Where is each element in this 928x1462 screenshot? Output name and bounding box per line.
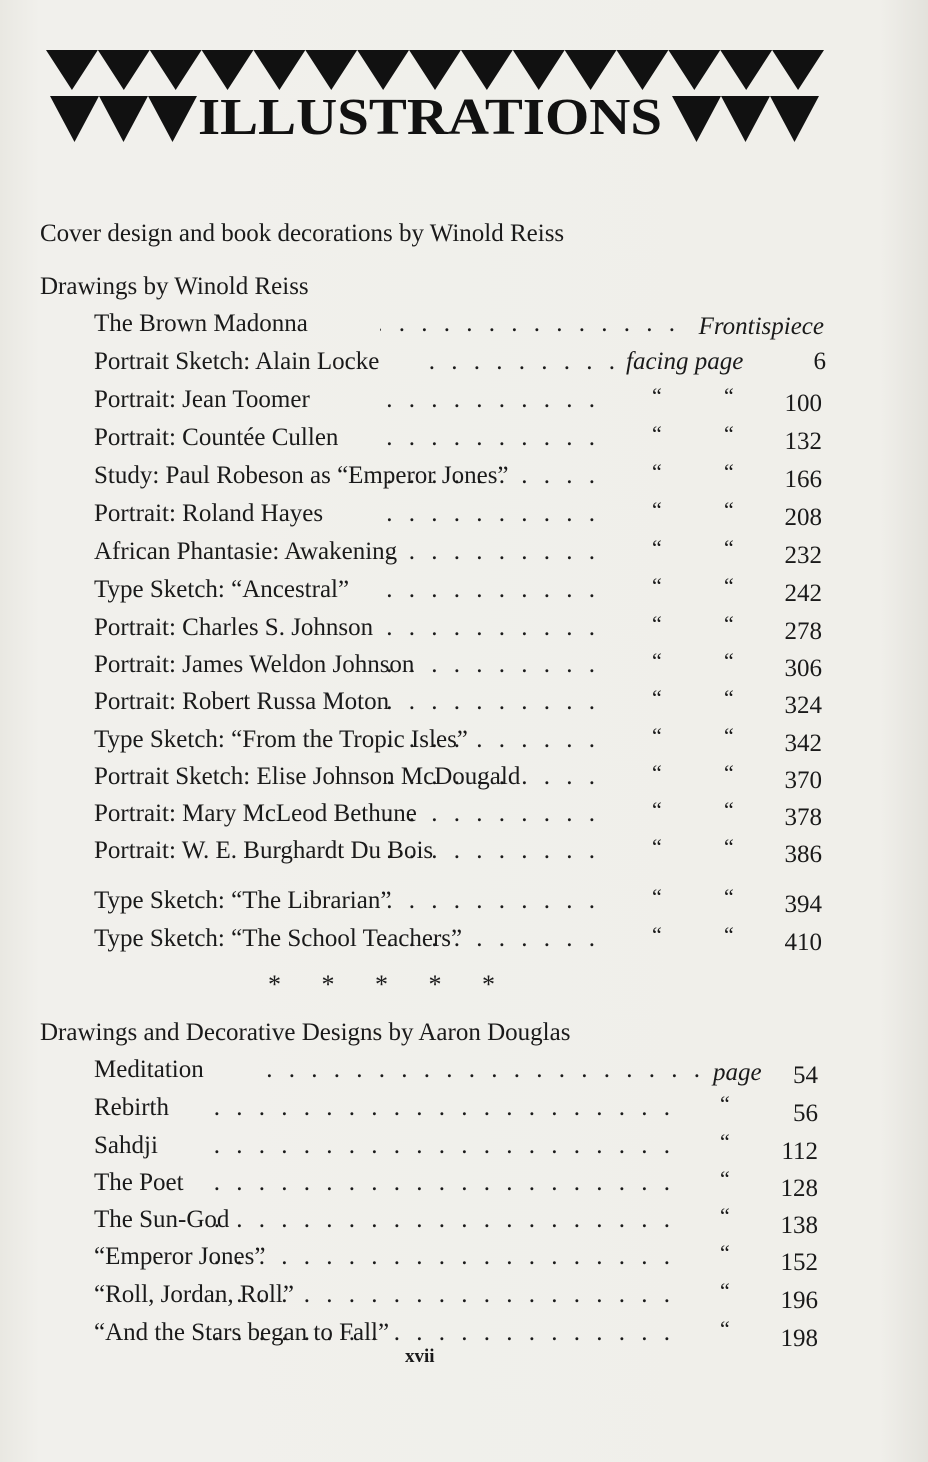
- leader-dots: [200, 1093, 675, 1123]
- item-page: 242: [784, 580, 822, 607]
- ditto-mark: “: [720, 1278, 730, 1303]
- item-title: Portrait: Roland Hayes: [94, 500, 324, 527]
- ditto-mark: “: [724, 383, 734, 408]
- ditto-mark: “: [652, 723, 662, 748]
- item-title: “And the Stars began to Fall”: [94, 1319, 390, 1346]
- item-title: Meditation: [94, 1056, 204, 1083]
- banner-triangle: [720, 50, 772, 90]
- item-page: 370: [784, 767, 822, 794]
- banner-triangle: [50, 96, 99, 142]
- item-title: Portrait: Mary McLeod Bethune: [94, 800, 417, 827]
- ditto-mark: “: [720, 1203, 730, 1228]
- item-title: “Emperor Jones”: [94, 1243, 266, 1270]
- leader-dots: [420, 347, 620, 377]
- ditto-mark: “: [652, 685, 662, 710]
- leader-dots: [200, 1131, 675, 1161]
- item-title: The Poet: [94, 1169, 184, 1196]
- banner-triangle: [721, 96, 770, 142]
- ditto-mark: “: [724, 922, 734, 947]
- leader-dots: [200, 1242, 675, 1272]
- ditto-mark: “: [724, 611, 734, 636]
- item-title: Type Sketch: “From the Tropic Isles”: [94, 726, 468, 753]
- banner-triangle: [150, 50, 202, 90]
- item-page: 386: [784, 841, 822, 868]
- item-title: Rebirth: [94, 1094, 169, 1121]
- banner-triangle: [565, 50, 617, 90]
- item-title: Sahdji: [94, 1132, 158, 1159]
- ditto-mark: “: [724, 535, 734, 560]
- banner-triangle: [461, 50, 513, 90]
- ditto-mark: “: [724, 648, 734, 673]
- leader-dots: [380, 613, 600, 643]
- item-title: Portrait: Charles S. Johnson: [94, 614, 374, 641]
- item-page: Frontispiece: [698, 313, 824, 340]
- leader-dots: [380, 309, 680, 339]
- item-page: 6: [813, 348, 826, 375]
- leader-dots: [200, 1205, 675, 1235]
- item-page: 54: [793, 1062, 818, 1089]
- page-prefix: page: [713, 1059, 762, 1086]
- banner-triangle: [772, 50, 824, 90]
- item-page: 112: [781, 1138, 818, 1165]
- item-title: Portrait: Countée Cullen: [94, 424, 339, 451]
- banner-triangle: [305, 50, 357, 90]
- ditto-mark: “: [652, 383, 662, 408]
- leader-dots: [380, 687, 600, 717]
- leader-dots: [380, 461, 600, 491]
- ditto-mark: “: [720, 1240, 730, 1265]
- banner-triangle: [202, 50, 254, 90]
- leader-dots: [380, 924, 600, 954]
- ditto-mark: “: [652, 760, 662, 785]
- section-heading-reiss: Drawings by Winold Reiss: [40, 273, 309, 300]
- page-folio: xvii: [405, 1346, 435, 1367]
- ditto-mark: “: [652, 834, 662, 859]
- item-title: The Brown Madonna: [94, 310, 308, 337]
- item-page: 166: [784, 466, 822, 493]
- item-page: 410: [784, 929, 822, 956]
- banner-triangle: [253, 50, 305, 90]
- leader-dots: [380, 886, 600, 916]
- item-page: 152: [780, 1249, 818, 1276]
- ditto-mark: “: [652, 922, 662, 947]
- leader-dots: [380, 499, 600, 529]
- ditto-mark: “: [720, 1166, 730, 1191]
- item-title: The Sun-God: [94, 1206, 230, 1233]
- banner-triangle: [46, 50, 98, 90]
- ditto-mark: “: [724, 723, 734, 748]
- leader-dots: [380, 575, 600, 605]
- ditto-mark: “: [724, 884, 734, 909]
- item-page: 196: [780, 1287, 818, 1314]
- banner-triangle: [668, 50, 720, 90]
- ditto-mark: “: [724, 834, 734, 859]
- ditto-mark: “: [724, 573, 734, 598]
- item-page: 128: [780, 1175, 818, 1202]
- item-page: 324: [784, 692, 822, 719]
- leader-dots: [380, 725, 600, 755]
- banner-triangle: [148, 96, 197, 142]
- ditto-mark: “: [724, 685, 734, 710]
- item-title: “Roll, Jordan, Roll”: [94, 1281, 294, 1308]
- item-page: 342: [784, 730, 822, 757]
- leader-dots: [380, 385, 600, 415]
- ditto-mark: “: [720, 1129, 730, 1154]
- banner-triangle: [98, 50, 150, 90]
- item-title: Portrait: Jean Toomer: [94, 386, 310, 413]
- ditto-mark: “: [652, 459, 662, 484]
- leader-dots: [380, 836, 600, 866]
- item-page: 100: [784, 390, 822, 417]
- page-prefix: facing page: [626, 348, 744, 375]
- item-title: Study: Paul Robeson as “Emperor Jones”: [94, 462, 509, 489]
- ditto-mark: “: [652, 648, 662, 673]
- ditto-mark: “: [720, 1091, 730, 1116]
- leader-dots: [380, 650, 600, 680]
- item-page: 132: [784, 428, 822, 455]
- leader-dots: [250, 1055, 705, 1085]
- item-page: 138: [780, 1212, 818, 1239]
- banner-triangle: [99, 96, 148, 142]
- ditto-mark: “: [652, 797, 662, 822]
- item-page: 394: [784, 891, 822, 918]
- ditto-mark: “: [652, 497, 662, 522]
- section-separator: * * * * *: [268, 970, 495, 999]
- banner-triangle: [513, 50, 565, 90]
- banner-triangle: [672, 96, 721, 142]
- leader-dots: [380, 762, 600, 792]
- item-page: 278: [784, 618, 822, 645]
- leader-dots: [200, 1280, 675, 1310]
- item-title: Portrait: James Weldon Johnson: [94, 651, 415, 678]
- banner-triangle: [357, 50, 409, 90]
- banner-triangle: [409, 50, 461, 90]
- page-title: ILLUSTRATIONS: [198, 89, 662, 146]
- leader-dots: [200, 1168, 675, 1198]
- item-title: Type Sketch: “Ancestral”: [94, 576, 350, 603]
- leader-dots: [380, 537, 600, 567]
- leader-dots: [380, 799, 600, 829]
- item-page: 378: [784, 804, 822, 831]
- item-title: Portrait: Robert Russa Moton: [94, 688, 390, 715]
- ditto-mark: “: [652, 884, 662, 909]
- item-title: Type Sketch: “The School Teachers”: [94, 925, 463, 952]
- ditto-mark: “: [724, 797, 734, 822]
- ditto-mark: “: [652, 421, 662, 446]
- item-title: Type Sketch: “The Librarian”: [94, 887, 392, 914]
- ditto-mark: “: [652, 573, 662, 598]
- ditto-mark: “: [724, 459, 734, 484]
- cover-credit: Cover design and book decorations by Winold Reiss: [40, 220, 565, 247]
- ditto-mark: “: [724, 760, 734, 785]
- leader-dots: [380, 423, 600, 453]
- item-title: Portrait Sketch: Alain Locke: [94, 348, 380, 375]
- item-title: Portrait Sketch: Elise Johnson McDougald: [94, 763, 521, 790]
- ditto-mark: “: [724, 497, 734, 522]
- banner-triangle: [770, 96, 819, 142]
- item-page: 306: [784, 655, 822, 682]
- leader-dots: [200, 1318, 675, 1348]
- ditto-mark: “: [724, 421, 734, 446]
- item-title: Portrait: W. E. Burghardt Du Bois: [94, 837, 434, 864]
- ditto-mark: “: [720, 1316, 730, 1341]
- item-page: 208: [784, 504, 822, 531]
- item-page: 56: [793, 1100, 818, 1127]
- ditto-mark: “: [652, 611, 662, 636]
- ditto-mark: “: [652, 535, 662, 560]
- item-page: 232: [784, 542, 822, 569]
- item-page: 198: [780, 1325, 818, 1352]
- item-title: African Phantasie: Awakening: [94, 538, 398, 565]
- banner-triangle: [617, 50, 669, 90]
- section-heading-douglas: Drawings and Decorative Designs by Aaron Douglas: [40, 1019, 571, 1046]
- illustrations-header-banner: [46, 46, 824, 146]
